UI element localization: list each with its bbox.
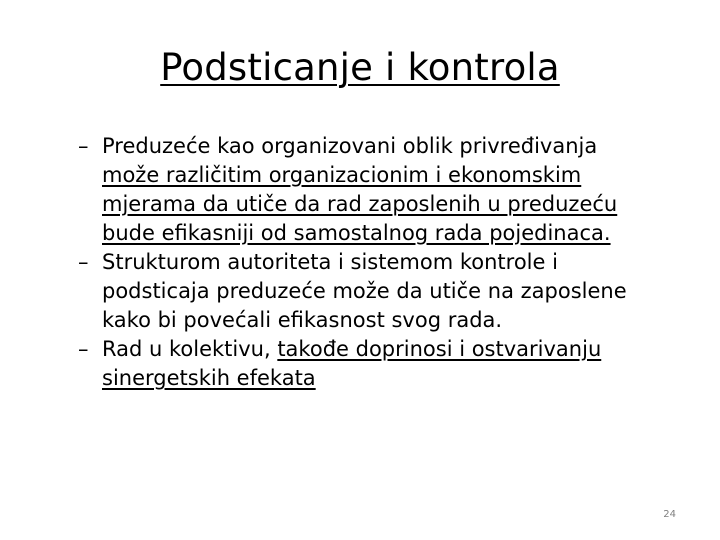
bullet-1-line-3: mjerama da utiče da rad zaposlenih u preduzeću: [102, 192, 618, 216]
bullet-1-line-2: može različitim organizacionim i ekonomskim: [102, 163, 582, 187]
slide-title: [0, 44, 720, 92]
bullet-2-line-2: podsticaja preduzeće može da utiče na zaposlene: [102, 279, 627, 303]
page-number: 24: [663, 509, 676, 520]
bullet-3-line-2: sinergetskih efekata: [102, 366, 316, 390]
bullet-1-line-1: Preduzeće kao organizovani oblik privređivanja: [102, 134, 598, 158]
bullet-dash: –: [78, 134, 89, 158]
bullet-dash: –: [78, 250, 89, 274]
bullet-item-1: [78, 132, 678, 248]
bullet-3-text-underlined: takođe doprinosi i ostvarivanju: [277, 337, 602, 361]
bullet-list: [78, 132, 678, 393]
bullet-dash: –: [78, 337, 89, 361]
bullet-1-line-4: bude efikasniji od samostalnog rada pojedinaca.: [102, 221, 611, 245]
bullet-item-3: [78, 335, 678, 393]
bullet-3-text-plain: Rad u kolektivu,: [102, 337, 278, 361]
bullet-item-2: [78, 248, 678, 335]
bullet-2-line-1: Strukturom autoriteta i sistemom kontrole i: [102, 250, 558, 274]
slide-title-text: Podsticanje i kontrola: [160, 46, 560, 89]
bullet-2-line-3: kako bi povećali efikasnost svog rada.: [102, 308, 503, 332]
bullet-3-line-1: [102, 335, 678, 364]
